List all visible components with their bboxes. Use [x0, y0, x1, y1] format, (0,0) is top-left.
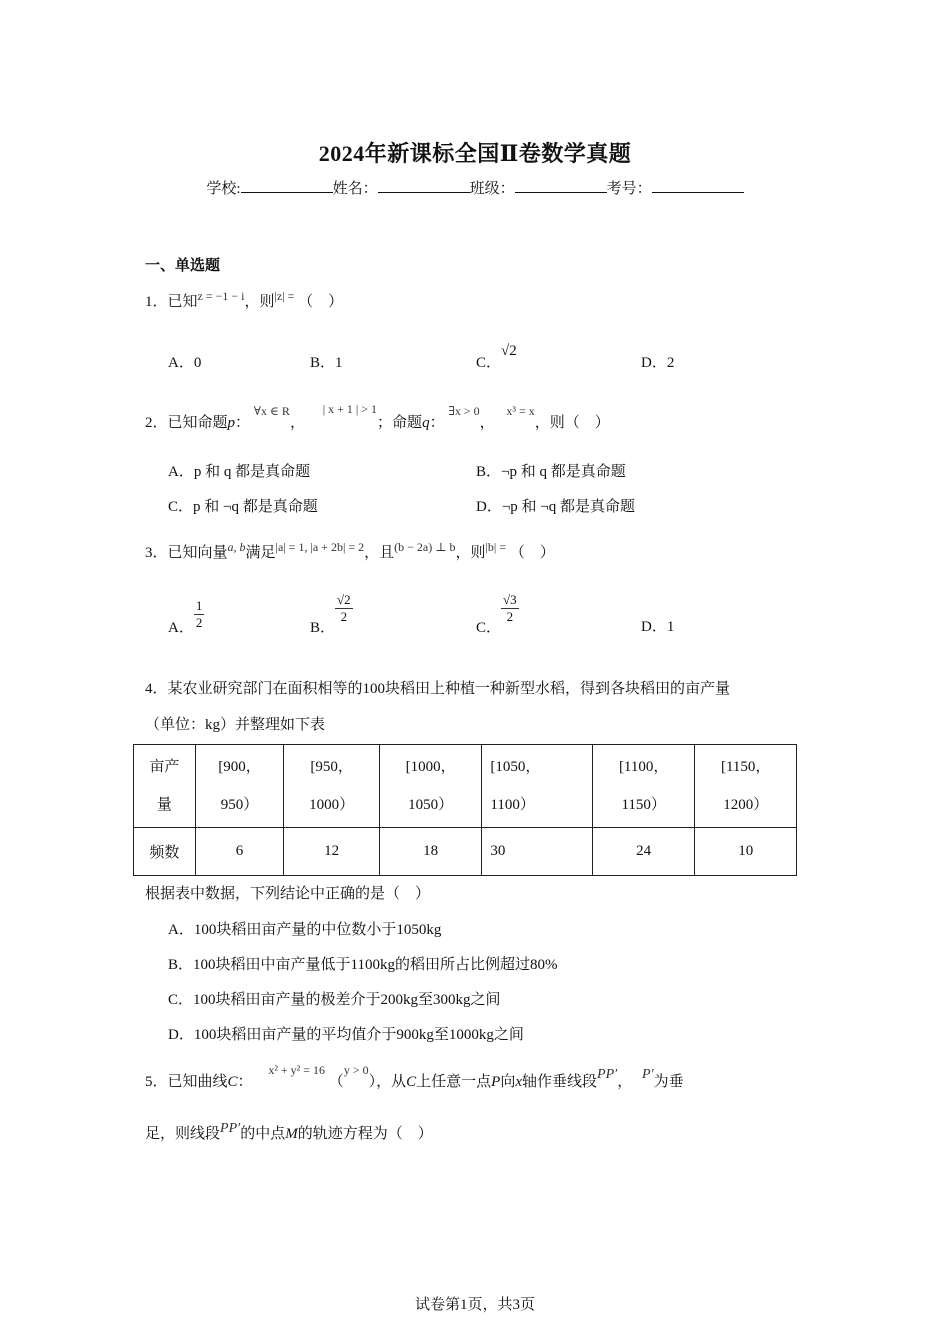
fraction-denominator: 2: [195, 615, 203, 630]
school-label: 学校:: [206, 181, 241, 197]
punct: ：: [429, 415, 445, 431]
punct: ：: [235, 415, 251, 431]
option-label: A．: [168, 619, 194, 636]
cell-text: 量: [156, 797, 172, 813]
name-blank: [378, 178, 470, 193]
question-4: [145, 677, 730, 698]
cell-text: [1100，: [618, 759, 669, 775]
cell-text: 1100）: [490, 797, 535, 813]
var-c: C: [406, 1074, 417, 1090]
math-expression: z = −1 − i: [197, 289, 245, 303]
option-label: D．: [641, 619, 667, 635]
punct: ，: [479, 415, 495, 431]
option-text: 100块稻田中亩产量低于1100kg的稻田所占比例超过80%: [193, 957, 558, 973]
cell-text: [950，: [310, 759, 353, 775]
option-label: B．: [476, 464, 502, 480]
table-row: [134, 828, 797, 876]
math-expression: |a| = 1, |a + 2b| = 2: [275, 540, 365, 554]
table-cell: [284, 745, 380, 828]
option-label: C．: [168, 499, 194, 515]
table-cell: 18: [379, 828, 482, 876]
option-text: p 和 ¬q 都是真命题: [193, 499, 318, 515]
option-label: C．: [476, 355, 502, 371]
option-text: 100块稻田亩产量的极差介于200kg至300kg之间: [193, 992, 501, 1008]
option-label: A．: [168, 922, 194, 938]
cell-text: 1050）: [408, 797, 454, 813]
option-text: 0: [193, 355, 202, 371]
q2-option-a: [168, 460, 310, 481]
table-cell: 12: [284, 828, 380, 876]
question-text: ，则: [244, 294, 275, 310]
name-label: 姓名：: [332, 181, 378, 197]
table-cell: [379, 745, 482, 828]
option-label: C．: [476, 619, 502, 636]
table-cell: [592, 745, 694, 828]
cell-text: 1000）: [309, 797, 355, 813]
question-text: 某农业研究部门在面积相等的100块稻田上种植一种新型水稻，得到各块稻田的亩产量: [167, 681, 731, 697]
option-text: ¬p 和 ¬q 都是真命题: [501, 499, 636, 515]
question-3: [145, 541, 555, 562]
class-blank: [515, 178, 607, 193]
cell-text: [1150，: [720, 759, 771, 775]
option-label: B．: [310, 619, 336, 636]
math-expression: PP′: [220, 1121, 241, 1136]
q1-option-a: [168, 351, 201, 372]
q1-option-b: [310, 351, 343, 372]
punct: ：: [237, 1074, 253, 1090]
question-text: 为垂: [653, 1074, 684, 1090]
fraction: [194, 598, 205, 631]
question-text: ；命题: [377, 415, 423, 431]
table-header-cell: [134, 745, 196, 828]
q3-option-d: [641, 615, 674, 636]
question-text: 的中点: [240, 1126, 286, 1142]
question-text: ，则（ ）: [534, 415, 610, 431]
punct: （: [328, 1074, 344, 1090]
q4-option-b: [168, 953, 557, 974]
q4-option-a: [168, 918, 441, 939]
fraction: [335, 592, 353, 625]
q3-option-a: [168, 598, 204, 636]
question-number: 3．: [145, 545, 168, 561]
math-expression: ∃x > 0: [448, 404, 480, 418]
q3-option-c: [476, 592, 519, 636]
question-text: 的轨迹方程为（ ）: [297, 1126, 433, 1142]
cell-text: 亩产: [149, 759, 180, 775]
question-text: 足，则线段: [145, 1126, 221, 1142]
question-text: 已知曲线: [167, 1074, 228, 1090]
question-text: 上任意一点: [416, 1074, 492, 1090]
question-number: 5．: [145, 1074, 168, 1090]
q1-option-c: [476, 343, 517, 372]
cell-text: [1000，: [405, 759, 456, 775]
fraction-denominator: 2: [506, 609, 514, 624]
option-text: 1: [666, 619, 675, 635]
punct: ）: [368, 1074, 377, 1090]
q4-option-c: [168, 988, 501, 1009]
answer-paren: （ ）: [298, 294, 344, 310]
class-label: 班级：: [469, 181, 515, 197]
punct: ，: [617, 1074, 633, 1090]
math-expression: (b − 2a) ⊥ b: [394, 540, 456, 554]
math-expression: |z| =: [274, 289, 295, 303]
question-number: 2．: [145, 415, 168, 431]
var-m: M: [285, 1126, 298, 1142]
question-text: ，则: [455, 545, 486, 561]
question-text: ，从: [376, 1074, 407, 1090]
question-text: 满足: [245, 545, 276, 561]
table-cell: 24: [592, 828, 694, 876]
cell-text: 1200）: [723, 797, 769, 813]
math-expression: x² + y² = 16: [268, 1063, 326, 1077]
q4-option-d: [168, 1023, 524, 1044]
q2-option-d: [476, 495, 635, 516]
question-number: 1．: [145, 294, 168, 310]
cell-text: [1050，: [490, 759, 541, 775]
math-expression: |b| =: [485, 540, 507, 554]
question-text: 已知向量: [167, 545, 228, 561]
q2-option-c: [168, 495, 318, 516]
option-text: 100块稻田亩产量的平均值介于900kg至1000kg之间: [193, 1027, 524, 1043]
var-x: x: [515, 1074, 523, 1090]
option-text: √2: [501, 343, 517, 359]
math-expression: PP′: [597, 1067, 618, 1082]
math-expression: x³ = x: [506, 404, 535, 418]
option-label: B．: [168, 957, 194, 973]
question-text: 已知命题: [167, 415, 228, 431]
exam-number-blank: [652, 178, 744, 193]
option-label: A．: [168, 355, 194, 371]
option-label: D．: [476, 499, 502, 515]
q1-option-d: [641, 351, 674, 372]
question-4-line-2: （单位：kg）并整理如下表: [145, 717, 326, 733]
option-text: 1: [335, 355, 343, 371]
page-footer: 试卷第1页，共3页: [414, 1297, 535, 1313]
student-info-line: [0, 177, 950, 198]
option-text: 2: [666, 355, 675, 371]
question-text: 向: [500, 1074, 516, 1090]
var-p: P: [491, 1074, 501, 1090]
question-2: [145, 402, 610, 432]
fraction: [501, 592, 519, 625]
question-1: [145, 290, 343, 311]
option-text: 100块稻田亩产量的中位数小于1050kg: [193, 922, 442, 938]
math-expression: ∀x ∈ R: [253, 404, 290, 418]
q2-option-b: [476, 460, 626, 481]
option-label: D．: [641, 355, 667, 371]
table-cell: 30: [482, 828, 593, 876]
option-text: ¬p 和 q 都是真命题: [501, 464, 626, 480]
table-cell: [695, 745, 797, 828]
option-label: C．: [168, 992, 194, 1008]
var-c: C: [227, 1074, 238, 1090]
table-cell: [482, 745, 593, 828]
var-p: p: [227, 415, 236, 431]
yield-table: [133, 744, 797, 876]
cell-text: [900，: [218, 759, 261, 775]
option-label: D．: [168, 1027, 194, 1043]
question-number: 4．: [145, 681, 168, 697]
math-expression: | x + 1 | > 1: [322, 402, 378, 416]
question-5: [145, 1063, 684, 1091]
answer-paren: （ ）: [509, 545, 555, 561]
option-label: B．: [310, 355, 336, 371]
question-5-line-2: [145, 1122, 433, 1143]
question-text: 轴作垂线段: [522, 1074, 598, 1090]
table-cell: 10: [695, 828, 797, 876]
fraction-numerator: √2: [337, 592, 351, 607]
fraction-numerator: √3: [503, 592, 517, 607]
table-row: [134, 745, 797, 828]
math-expression: P′: [641, 1067, 654, 1082]
exam-number-label: 考号：: [606, 181, 652, 197]
table-cell: 6: [195, 828, 284, 876]
school-blank: [241, 178, 333, 193]
fraction-denominator: 2: [340, 609, 348, 624]
question-4-ask: 根据表中数据，下列结论中正确的是（ ）: [145, 886, 431, 902]
var-q: q: [422, 415, 430, 431]
cell-text: 1150）: [621, 797, 666, 813]
option-text: p 和 q 都是真命题: [193, 464, 311, 480]
page-title: 2024年新课标全国Ⅱ卷数学真题: [318, 141, 632, 166]
question-text: 已知: [167, 294, 198, 310]
punct: ，: [289, 415, 305, 431]
math-expression: y > 0: [343, 1063, 369, 1077]
math-expression: a, b: [227, 540, 246, 554]
q3-option-b: [310, 592, 353, 636]
option-label: A．: [168, 464, 194, 480]
section-title: 一、单选题: [145, 258, 221, 274]
cell-text: 950）: [220, 797, 259, 813]
table-cell: [195, 745, 284, 828]
fraction-numerator: 1: [195, 598, 203, 613]
question-text: ，且: [364, 545, 395, 561]
table-header-cell: 频数: [134, 828, 196, 876]
